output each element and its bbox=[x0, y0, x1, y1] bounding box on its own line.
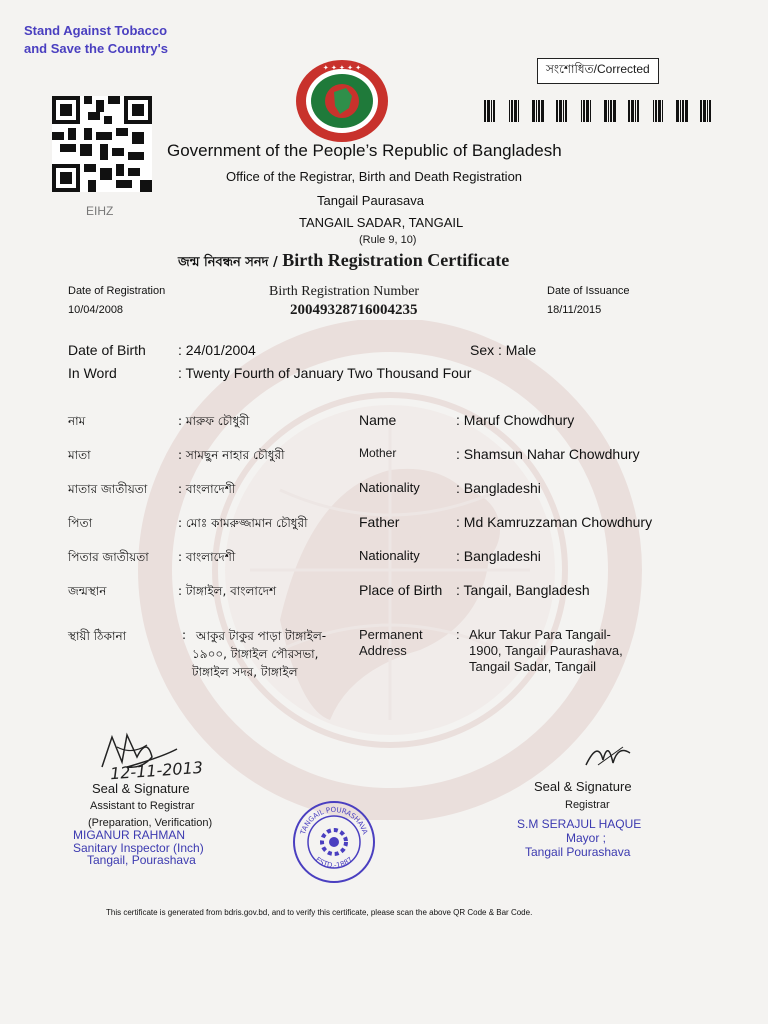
address-en-label-2: Address bbox=[359, 643, 407, 658]
barcode-bar bbox=[631, 100, 634, 122]
barcode-bar bbox=[538, 100, 540, 122]
field-bn-label: নাম bbox=[68, 414, 86, 428]
pourashava-seal-icon bbox=[292, 800, 376, 884]
field-bn-label: পিতা bbox=[68, 516, 93, 530]
field-bn-value: : মারুফ চৌধুরী bbox=[178, 414, 250, 428]
barcode-bar bbox=[685, 100, 688, 122]
field-en-label: Name bbox=[359, 412, 397, 428]
address-en-line-3: Tangail Sadar, Tangail bbox=[469, 659, 596, 674]
barcode-bar bbox=[662, 100, 663, 122]
field-en-value: : Bangladeshi bbox=[456, 480, 541, 496]
address-en-colon: : bbox=[456, 627, 460, 642]
barcode-bar bbox=[509, 100, 510, 122]
barcode-bar bbox=[514, 100, 517, 122]
stamp-line-1: Stand Against Tobacco bbox=[24, 23, 168, 38]
in-word-value: : Twenty Fourth of January Two Thousand Four bbox=[178, 365, 472, 381]
field-bn-value: : টাঙ্গাইল, বাংলাদেশ bbox=[178, 584, 277, 598]
government-title: Government of the People’s Republic of Bangladesh bbox=[167, 141, 562, 160]
date-of-issuance-value: 18/11/2015 bbox=[547, 304, 602, 316]
handwritten-date: 12-11-2013 bbox=[109, 757, 204, 784]
barcode-bar bbox=[682, 100, 684, 122]
barcode-icon bbox=[478, 100, 716, 122]
barcode-bar bbox=[676, 100, 679, 122]
certificate-title-bn: জন্ম নিবন্ধন সনদ / bbox=[178, 255, 283, 270]
left-seal-label: Seal & Signature bbox=[92, 781, 190, 796]
barcode-bar bbox=[680, 100, 681, 122]
barcode-bar bbox=[700, 100, 702, 122]
watermark-emblem-icon bbox=[130, 320, 653, 820]
date-of-registration-value: 10/04/2008 bbox=[68, 304, 124, 316]
in-word-label: In Word bbox=[68, 365, 117, 381]
barcode-bar bbox=[658, 100, 661, 122]
barcode-bar bbox=[493, 100, 495, 122]
field-bn-value: : মোঃ কামরুজ্জামান চৌধুরী bbox=[178, 516, 308, 530]
barcode-bar bbox=[541, 100, 544, 122]
barcode-bar bbox=[565, 100, 567, 122]
field-en-label: Nationality bbox=[359, 548, 420, 563]
field-bn-label: পিতার জাতীয়তা bbox=[68, 550, 149, 564]
barcode-bar bbox=[703, 100, 706, 122]
barcode-bar bbox=[487, 100, 490, 122]
address-en-label-1: Permanent bbox=[359, 627, 423, 642]
barcode-bar bbox=[556, 100, 558, 122]
dob-label: Date of Birth bbox=[68, 342, 146, 358]
seal-top-text: TANGAIL POURASHAVA bbox=[299, 805, 369, 836]
field-bn-value: : সামছুন নাহার চৌধুরী bbox=[178, 448, 285, 462]
field-en-value: : Maruf Chowdhury bbox=[456, 412, 575, 428]
brn-value: 20049328716004235 bbox=[290, 302, 418, 318]
field-en-label: Place of Birth bbox=[359, 582, 443, 598]
field-en-label: Father bbox=[359, 514, 400, 530]
address-bn-line-3: টাঙ্গাইল সদর, টাঙ্গাইল bbox=[192, 665, 298, 679]
barcode-bar bbox=[518, 100, 519, 122]
date-of-registration-label: Date of Registration bbox=[68, 285, 166, 297]
corrected-label: সংশোধিত/Corrected bbox=[537, 58, 659, 84]
footer-note: This certificate is generated from bdris.gov.bd, and to verify this certificate, please scan the above QR Code & Bar Code. bbox=[106, 908, 533, 917]
barcode-bar bbox=[532, 100, 535, 122]
barcode-bar bbox=[709, 100, 711, 122]
seal-bottom-text: ESTD.-1887 bbox=[313, 855, 355, 870]
registrar-place: Tangail Pourashava bbox=[525, 845, 631, 859]
address-bn-colon: : bbox=[182, 628, 187, 642]
barcode-bar bbox=[563, 100, 564, 122]
barcode-bar bbox=[604, 100, 607, 122]
qr-caption: EIHZ bbox=[86, 204, 114, 218]
barcode-bar bbox=[637, 100, 639, 122]
field-bn-label: মাতা bbox=[68, 448, 91, 462]
barcode-bar bbox=[635, 100, 636, 122]
barcode-bar bbox=[610, 100, 612, 122]
barcode-bar bbox=[586, 100, 589, 122]
brn-label: Birth Registration Number bbox=[269, 284, 420, 299]
address-bn-line-2: ১৯০০, টাঙ্গাইল পৌরসভা, bbox=[192, 647, 319, 661]
location-title: TANGAIL SADAR, TANGAIL bbox=[299, 215, 464, 230]
certificate-title bbox=[178, 250, 509, 274]
field-en-label: Nationality bbox=[359, 480, 420, 495]
field-bn-label: মাতার জাতীয়তা bbox=[68, 482, 148, 496]
field-en-value: : Bangladeshi bbox=[456, 548, 541, 564]
barcode-bar bbox=[559, 100, 562, 122]
svg-text:✦ ✦ ✦ ✦ ✦: ✦ ✦ ✦ ✦ ✦ bbox=[322, 64, 362, 72]
barcode-bar bbox=[590, 100, 591, 122]
right-role: Registrar bbox=[565, 799, 610, 811]
paurasava-name: Tangail Paurasava bbox=[317, 193, 424, 208]
barcode-bar bbox=[608, 100, 609, 122]
anti-tobacco-stamp bbox=[24, 22, 168, 58]
field-bn-label: জন্মস্থান bbox=[68, 584, 107, 598]
field-en-value: : Tangail, Bangladesh bbox=[456, 582, 590, 598]
registrar-name: S.M SERAJUL HAQUE bbox=[517, 817, 642, 831]
left-role-2: (Preparation, Verification) bbox=[88, 817, 213, 829]
address-en-line-2: 1900, Tangail Paurashava, bbox=[469, 643, 623, 658]
barcode-bar bbox=[491, 100, 492, 122]
address-bn-line-1: আকুর টাকুর পাড়া টাঙ্গাইল- bbox=[196, 629, 327, 643]
certificate-title-en: Birth Registration Certificate bbox=[282, 250, 510, 270]
sex-value: Sex : Male bbox=[470, 342, 537, 358]
registrar-title: Mayor ; bbox=[566, 831, 607, 845]
left-signer-name: MIGANUR RAHMAN bbox=[73, 828, 186, 842]
field-en-label: Mother bbox=[359, 446, 397, 460]
left-role: Assistant to Registrar bbox=[90, 800, 195, 812]
field-en-value: : Md Kamruzzaman Chowdhury bbox=[456, 514, 653, 530]
barcode-bar bbox=[613, 100, 616, 122]
barcode-bar bbox=[484, 100, 486, 122]
field-en-value: : Shamsun Nahar Chowdhury bbox=[456, 446, 640, 462]
barcode-bar bbox=[511, 100, 513, 122]
stamp-line-2: and Save the Country's bbox=[24, 41, 168, 56]
right-seal-label: Seal & Signature bbox=[534, 779, 632, 794]
date-of-issuance-label: Date of Issuance bbox=[547, 285, 630, 297]
office-title: Office of the Registrar, Birth and Death Registration bbox=[226, 169, 523, 184]
barcode-bar bbox=[628, 100, 630, 122]
barcode-bar bbox=[536, 100, 537, 122]
left-signer-title: Sanitary Inspector (Inch) bbox=[73, 841, 204, 855]
rule-note: (Rule 9, 10) bbox=[359, 234, 417, 246]
field-bn-value: : বাংলাদেশী bbox=[178, 482, 236, 496]
barcode-bar bbox=[655, 100, 657, 122]
barcode-bar bbox=[581, 100, 582, 122]
field-bn-value: : বাংলাদেশী bbox=[178, 550, 236, 564]
address-bn-label: স্থায়ী ঠিকানা bbox=[68, 629, 127, 643]
qr-code-icon bbox=[52, 96, 152, 192]
dob-value: : 24/01/2004 bbox=[178, 342, 256, 358]
left-signer-place: Tangail, Pourashava bbox=[87, 853, 196, 867]
barcode-bar bbox=[653, 100, 654, 122]
government-seal-icon bbox=[294, 58, 390, 144]
address-en-line-1: Akur Takur Para Tangail- bbox=[469, 627, 611, 642]
registrar-signature-icon bbox=[578, 735, 638, 773]
barcode-bar bbox=[583, 100, 585, 122]
barcode-bar bbox=[707, 100, 708, 122]
